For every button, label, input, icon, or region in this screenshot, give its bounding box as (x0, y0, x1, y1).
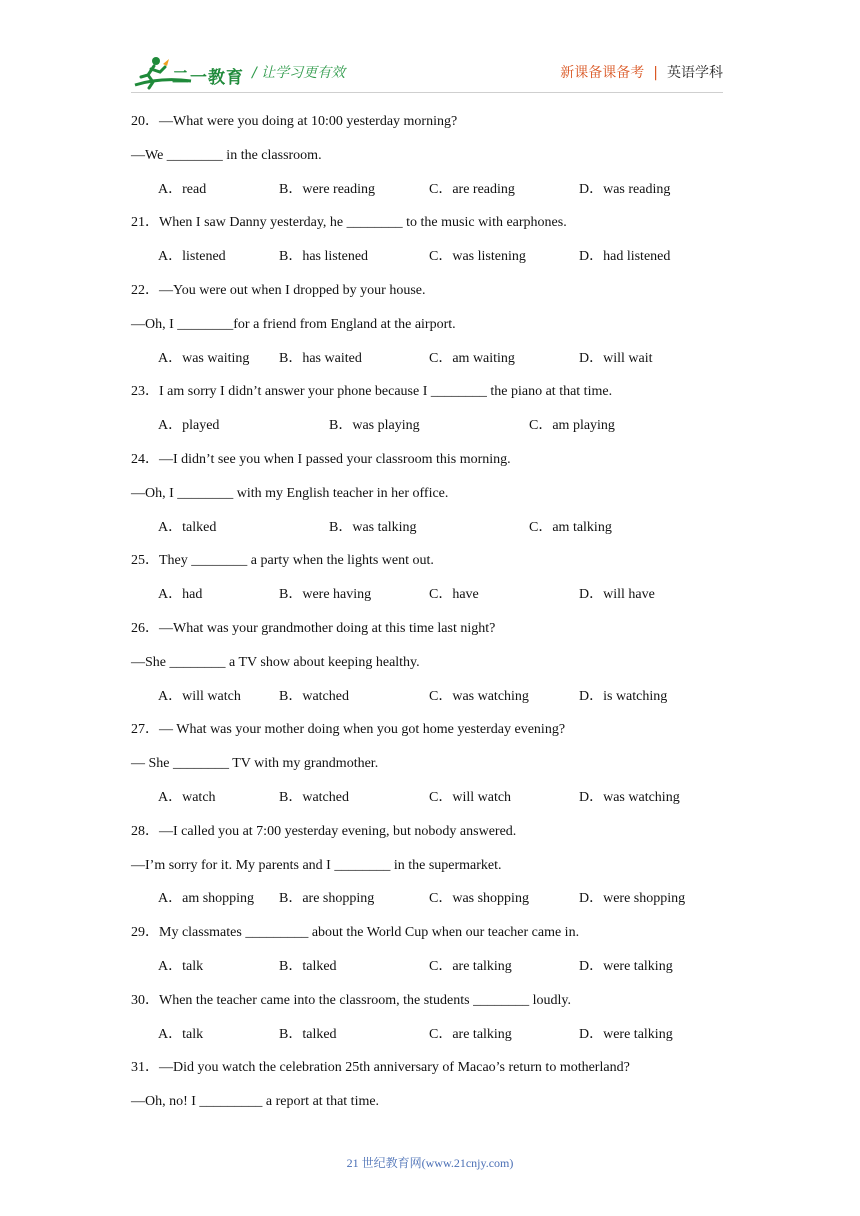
answer-option-b: B．talked (279, 958, 337, 974)
answer-option-d: D．had listened (579, 249, 671, 265)
answer-option-a: A．played (158, 418, 220, 434)
question (131, 1051, 731, 1119)
question (131, 375, 731, 443)
question-response: —We ________ in the classroom. (131, 147, 322, 163)
question (131, 274, 731, 375)
question-response: —She ________ a TV show about keeping healthy. (131, 654, 420, 670)
question (131, 713, 731, 814)
answer-option-d: D．was reading (579, 181, 671, 197)
answer-option-b: B．was playing (329, 418, 420, 434)
answer-option-c: C．am talking (529, 519, 612, 535)
option-row (131, 950, 731, 984)
header-divider (131, 92, 723, 93)
answer-option-a: A．talk (158, 1026, 204, 1042)
answer-option-c: C．am playing (529, 418, 615, 434)
option-row (131, 342, 731, 376)
question (131, 544, 731, 612)
answer-option-c: C．will watch (429, 789, 512, 805)
option-row (131, 578, 731, 612)
question-stem: 25．They ________ a party when the lights went out. (131, 553, 434, 569)
answer-option-b: B．are shopping (279, 891, 375, 907)
answer-option-b: B．were reading (279, 181, 376, 197)
answer-option-d: D．was watching (579, 789, 680, 805)
answer-option-b: B．were having (279, 587, 372, 603)
question-response: —Oh, I ________for a friend from England at the airport. (131, 316, 456, 332)
answer-option-d: D．is watching (579, 688, 668, 704)
question-response: —I’m sorry for it. My parents and I ________ in the supermarket. (131, 857, 502, 873)
answer-option-b: B．talked (279, 1026, 337, 1042)
answer-option-d: D．were talking (579, 1026, 673, 1042)
question (131, 206, 731, 274)
option-row (131, 882, 731, 916)
page-footer: 21 世纪教育网(www.21cnjy.com) (346, 1156, 514, 1170)
header-subject (560, 62, 723, 82)
answer-option-a: A．watch (158, 789, 216, 805)
question-stem: 30．When the teacher came into the classroom, the students ________ loudly. (131, 992, 571, 1008)
question-response: —Oh, no! I _________ a report at that time. (131, 1094, 380, 1110)
question-stem: 28．—I called you at 7:00 yesterday evening, but nobody answered. (131, 823, 517, 839)
question-stem: 31．—Did you watch the celebration 25th anniversary of Macao’s return to motherland? (131, 1060, 630, 1076)
answer-option-d: D．were talking (579, 958, 673, 974)
page-header (0, 0, 860, 100)
question-stem: 24．—I didn’t see you when I passed your classroom this morning. (131, 451, 511, 467)
header-tagline: 新课备课备考 (560, 65, 645, 81)
question-response: — She ________ TV with my grandmother. (131, 756, 379, 772)
option-row (131, 173, 731, 207)
option-row (131, 409, 731, 443)
answer-option-c: C．are reading (429, 181, 515, 197)
answer-option-b: B．has listened (279, 249, 369, 265)
question-stem: 27．— What was your mother doing when you got home yesterday evening? (131, 722, 566, 738)
answer-option-a: A．read (158, 181, 207, 197)
slogan: / 让学习更有效 (252, 65, 346, 81)
answer-option-b: B．has waited (279, 350, 362, 366)
question-stem: 29．My classmates _________ about the World Cup when our teacher came in. (131, 925, 580, 941)
question (131, 815, 731, 916)
question (131, 612, 731, 713)
answer-option-d: D．will wait (579, 350, 653, 366)
question-stem: 22．—You were out when I dropped by your house. (131, 282, 426, 298)
answer-option-a: A．was waiting (158, 350, 250, 366)
answer-option-c: C．am waiting (429, 350, 515, 366)
answer-option-c: C．was listening (429, 249, 526, 265)
question (131, 916, 731, 984)
logo-text: 二一教育 (172, 68, 244, 88)
option-row (131, 240, 731, 274)
question-list (131, 105, 731, 1119)
question (131, 443, 731, 544)
question-stem: 26．—What was your grandmother doing at this time last night? (131, 620, 496, 636)
answer-option-c: C．are talking (429, 958, 512, 974)
answer-option-b: B．watched (279, 688, 349, 704)
answer-option-a: A．talk (158, 958, 204, 974)
answer-option-a: A．talked (158, 519, 217, 535)
option-row (131, 1018, 731, 1052)
answer-option-b: B．was talking (329, 519, 417, 535)
question-stem: 20．—What were you doing at 10:00 yesterday morning? (131, 114, 458, 129)
question (131, 105, 731, 206)
answer-option-a: A．listened (158, 249, 226, 265)
answer-option-a: A．will watch (158, 688, 241, 704)
answer-option-d: D．will have (579, 587, 655, 603)
answer-option-c: C．was shopping (429, 891, 529, 907)
answer-option-c: C．are talking (429, 1026, 512, 1042)
option-row (131, 511, 731, 545)
question-stem: 21．When I saw Danny yesterday, he ________ to the music with earphones. (131, 215, 567, 231)
answer-option-d: D．were shopping (579, 891, 686, 907)
question (131, 984, 731, 1052)
answer-option-c: C．was watching (429, 688, 529, 704)
answer-option-c: C．have (429, 587, 479, 603)
answer-option-b: B．watched (279, 789, 349, 805)
question-stem: 23．I am sorry I didn’t answer your phone because I ________ the piano at that time. (131, 384, 613, 400)
answer-option-a: A．had (158, 587, 203, 603)
header-subject-label: 英语学科 (667, 65, 723, 81)
option-row (131, 781, 731, 815)
option-row (131, 680, 731, 714)
answer-option-a: A．am shopping (158, 891, 255, 907)
question-response: —Oh, I ________ with my English teacher in her office. (131, 485, 449, 501)
header-separator: | (653, 65, 658, 81)
